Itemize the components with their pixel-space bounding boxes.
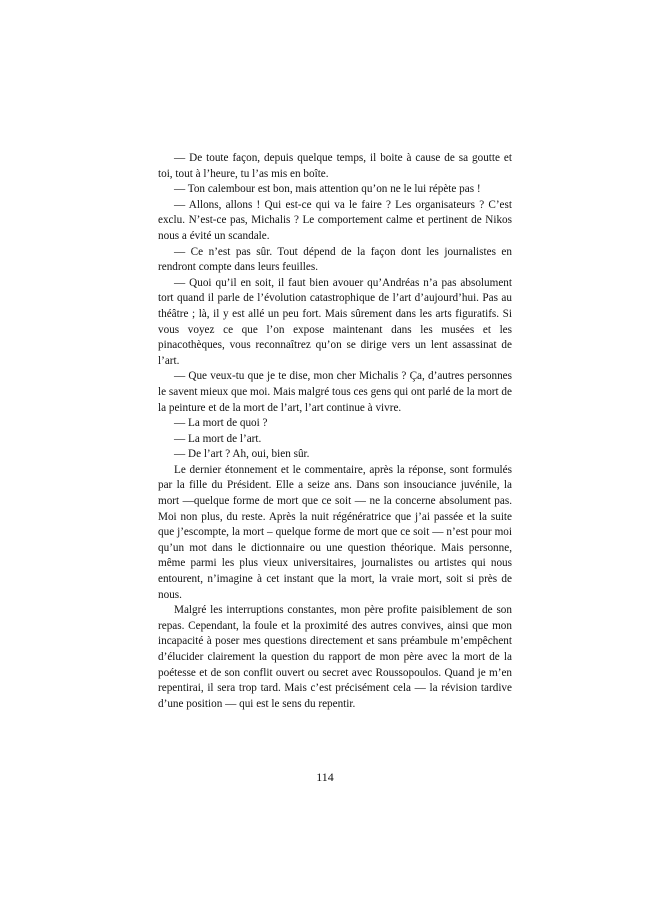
paragraph: — Que veux-tu que je te dise, mon cher Michalis ? Ça, d’autres personnes le savent mieux que moi. Mais malgré tous ces gens qui ont parlé de la mort de la peinture et de la mort de l’art, l’art continue à vivre. <box>158 370 512 414</box>
paragraph: — La mort de l’art. <box>174 432 262 445</box>
paragraph: — Allons, allons ! Qui est-ce qui va le faire ? Les organisateurs ? C’est exclu. N’est-ce pas, Michalis ? Le comportement calme et pertinent de Nikos nous a évité un scandale. <box>158 198 512 242</box>
page-number: 114 <box>316 770 334 784</box>
paragraph: — Ton calembour est bon, mais attention qu’on ne le lui répète pas ! <box>174 183 481 196</box>
paragraph: — Ce n’est pas sûr. Tout dépend de la façon dont les journalistes en rendront compte dans leurs feuilles. <box>158 245 512 274</box>
paragraph: Malgré les interruptions constantes, mon père profite paisiblement de son repas. Cependant, la foule et la proximité des autres convives, ainsi que mon incapacité à poser mes questions directement et sans préambule m’empêchent d’élucider clairement la question du rapport de mon père avec la mort de la poétesse et de son conflit ouvert ou secret avec Roussopoulos. Quand je m’en repentirai, il sera trop tard. Mais c’est précisément cela — la révision tardive d’une position — qui est le sens du repentir. <box>158 604 512 710</box>
body-text <box>158 151 512 712</box>
paragraph: — De toute façon, depuis quelque temps, il boite à cause de sa goutte et toi, tout à l’heure, tu l’as mis en boîte. <box>158 152 512 180</box>
paragraph: — La mort de quoi ? <box>174 417 268 430</box>
paragraph: Le dernier étonnement et le commentaire, après la réponse, sont formulés par la fille du Président. Elle a seize ans. Dans son insouciance juvénile, la mort —quelque forme de mort que ce soit — ne la concerne absolument pas. Moi non plus, du reste. Après la nuit régénératrice que j’ai passée et la suite que j’escompte, la mort – quelque forme de mort que ce soit — n’est pour moi qu’un mot dans le dictionnaire ou une question théorique. Mais personne, même parmi les plus vieux universitaires, journalistes ou artistes qui nous entourent, n’imagine à cet instant que la mort, la vraie mort, soit si près de nous. <box>158 463 512 601</box>
paragraph: — De l’art ? Ah, oui, bien sûr. <box>174 448 310 461</box>
paragraph: — Quoi qu’il en soit, il faut bien avouer qu’Andréas n’a pas absolument tort quand il parle de l’évolution catastrophique de l’art d’aujourd’hui. Pas au théâtre ; là, il y est allé un peu fort. Mais sûrement dans les arts figuratifs. Si vous voyez ce que l’on expose maintenant dans les musées et les pinacothèques, vous reconnaîtrez qu’on se dirige vers un lent assassinat de l’art. <box>158 276 512 367</box>
